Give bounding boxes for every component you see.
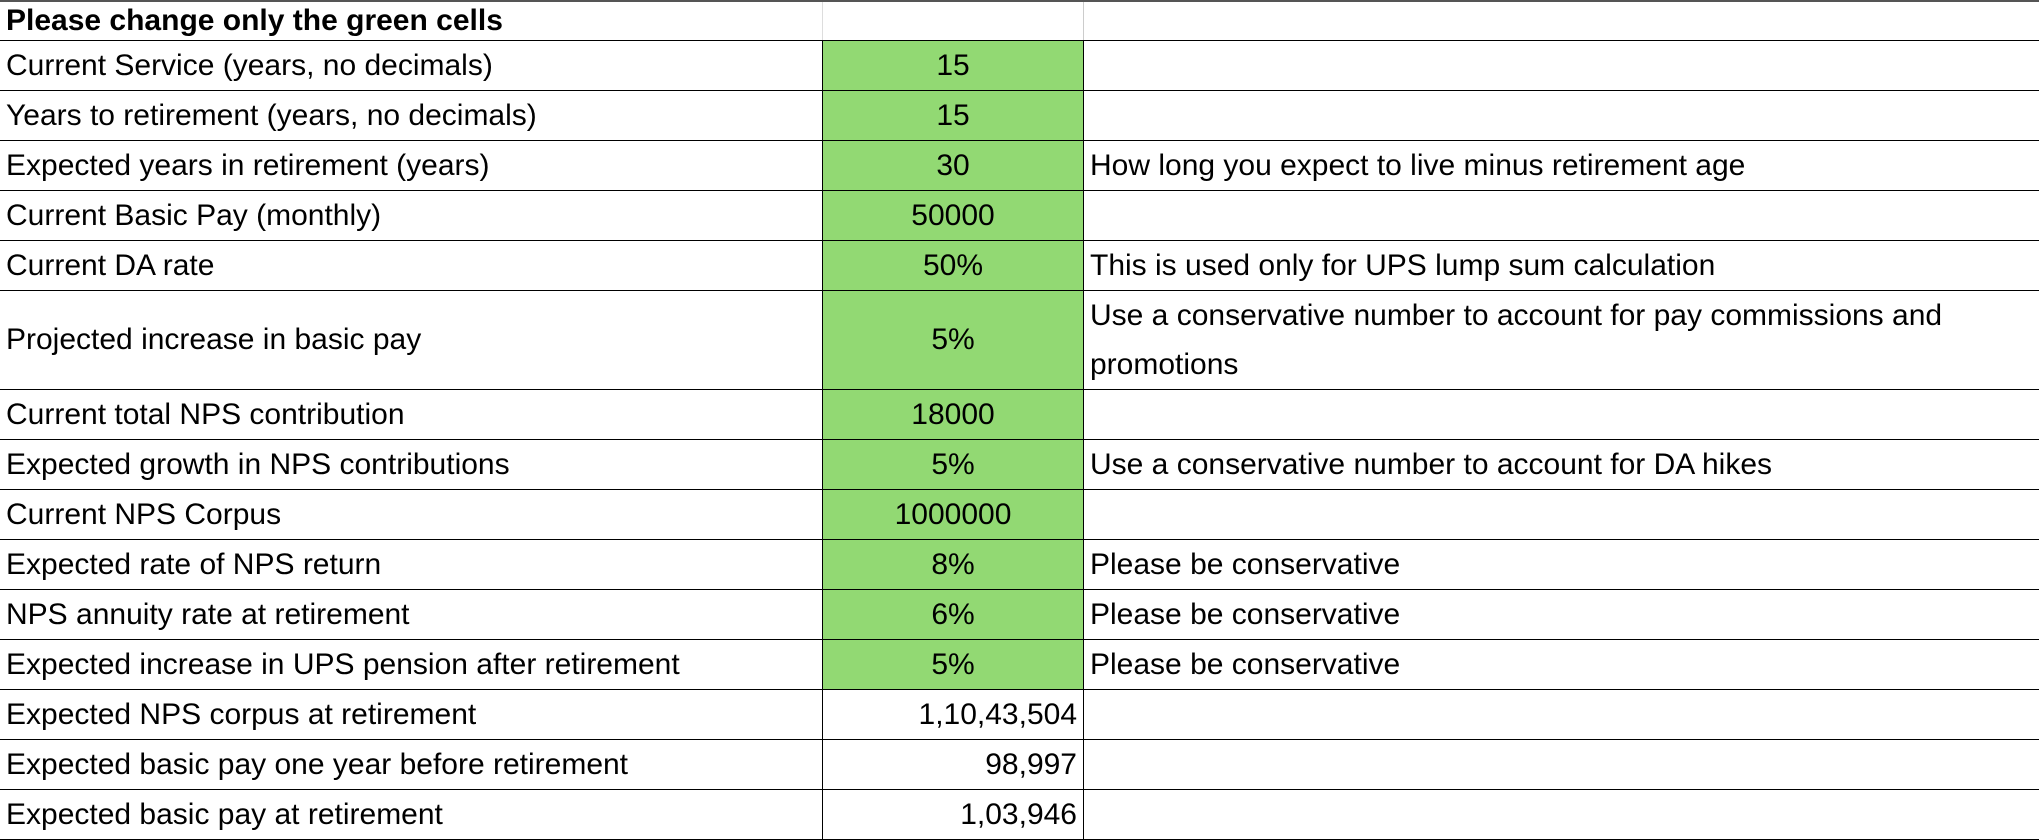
output-row: [0, 690, 2039, 740]
label-cell[interactable]: Current Service (years, no decimals): [0, 41, 823, 91]
note-cell[interactable]: Use a conservative number to account for DA hikes: [1084, 440, 2039, 490]
label-cell[interactable]: Current NPS Corpus: [0, 490, 823, 540]
output-row: [0, 740, 2039, 790]
input-row: [0, 590, 2039, 640]
input-row: [0, 91, 2039, 141]
input-value-cell[interactable]: 30: [823, 141, 1084, 191]
label-cell[interactable]: Current Basic Pay (monthly): [0, 191, 823, 241]
input-value-cell[interactable]: 50%: [823, 241, 1084, 291]
output-value-cell[interactable]: 98,997: [823, 740, 1084, 790]
note-cell[interactable]: [1084, 490, 2039, 540]
input-value-cell[interactable]: 15: [823, 91, 1084, 141]
input-value-cell[interactable]: 6%: [823, 590, 1084, 640]
note-cell[interactable]: [1084, 390, 2039, 440]
output-value-cell[interactable]: 1,10,43,504: [823, 690, 1084, 740]
input-value-cell[interactable]: 5%: [823, 440, 1084, 490]
input-row: [0, 490, 2039, 540]
note-cell[interactable]: Use a conservative number to account for pay commissions and promotions: [1084, 291, 2039, 390]
note-cell[interactable]: Please be conservative: [1084, 540, 2039, 590]
input-row: [0, 440, 2039, 490]
label-cell[interactable]: Current DA rate: [0, 241, 823, 291]
label-cell[interactable]: Projected increase in basic pay: [0, 291, 823, 390]
note-cell[interactable]: Please be conservative: [1084, 590, 2039, 640]
label-cell[interactable]: Current total NPS contribution: [0, 390, 823, 440]
input-row: [0, 241, 2039, 291]
input-value-cell[interactable]: 1000000: [823, 490, 1084, 540]
label-cell[interactable]: Years to retirement (years, no decimals): [0, 91, 823, 141]
note-cell[interactable]: [1084, 191, 2039, 241]
input-row: [0, 640, 2039, 690]
header-row: [0, 1, 2039, 41]
input-value-cell[interactable]: 15: [823, 41, 1084, 91]
input-value-cell[interactable]: 8%: [823, 540, 1084, 590]
empty-cell[interactable]: [1084, 1, 2039, 41]
label-cell[interactable]: Expected increase in UPS pension after retirement: [0, 640, 823, 690]
header-cell[interactable]: Please change only the green cells: [0, 1, 823, 41]
input-row: [0, 390, 2039, 440]
note-cell[interactable]: [1084, 41, 2039, 91]
empty-cell[interactable]: [1084, 740, 2039, 790]
output-value-cell[interactable]: 1,03,946: [823, 790, 1084, 840]
input-value-cell[interactable]: 5%: [823, 291, 1084, 390]
empty-cell[interactable]: [823, 1, 1084, 41]
label-cell[interactable]: NPS annuity rate at retirement: [0, 590, 823, 640]
label-cell[interactable]: Expected rate of NPS return: [0, 540, 823, 590]
input-value-cell[interactable]: 5%: [823, 640, 1084, 690]
input-value-cell[interactable]: 50000: [823, 191, 1084, 241]
label-cell[interactable]: Expected NPS corpus at retirement: [0, 690, 823, 740]
input-row: [0, 291, 2039, 390]
label-cell[interactable]: Expected growth in NPS contributions: [0, 440, 823, 490]
input-value-cell[interactable]: 18000: [823, 390, 1084, 440]
label-cell[interactable]: Expected years in retirement (years): [0, 141, 823, 191]
empty-cell[interactable]: [1084, 790, 2039, 840]
input-row: [0, 41, 2039, 91]
label-cell[interactable]: Expected basic pay at retirement: [0, 790, 823, 840]
note-cell[interactable]: How long you expect to live minus retirement age: [1084, 141, 2039, 191]
input-row: [0, 540, 2039, 590]
note-cell[interactable]: Please be conservative: [1084, 640, 2039, 690]
note-cell[interactable]: This is used only for UPS lump sum calculation: [1084, 241, 2039, 291]
input-row: [0, 191, 2039, 241]
empty-cell[interactable]: [1084, 690, 2039, 740]
label-cell[interactable]: Expected basic pay one year before retirement: [0, 740, 823, 790]
output-row: [0, 790, 2039, 840]
note-cell[interactable]: [1084, 91, 2039, 141]
input-row: [0, 141, 2039, 191]
